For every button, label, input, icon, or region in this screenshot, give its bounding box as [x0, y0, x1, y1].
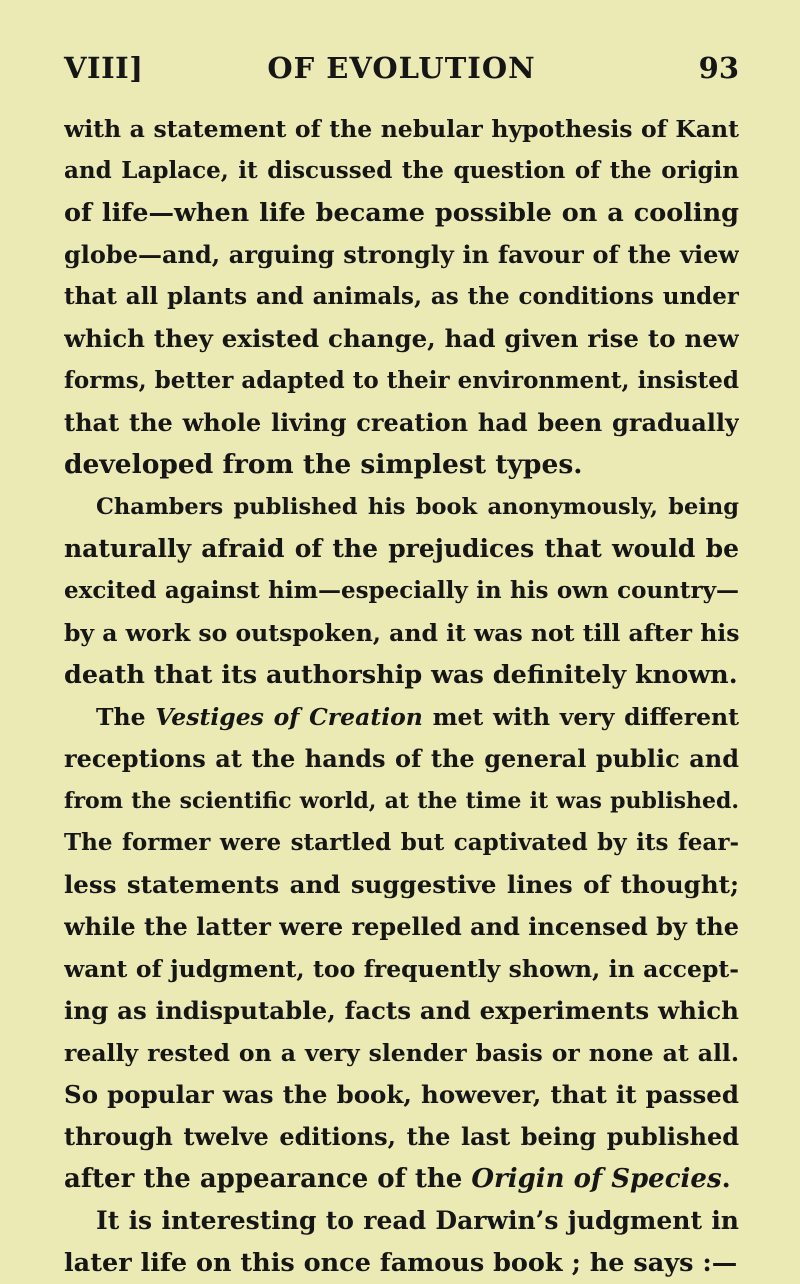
page-number: 93 — [698, 51, 739, 85]
text-line: So popular was the book, however, that it passed — [64, 1080, 739, 1109]
running-head — [64, 44, 739, 92]
text-line: excited against him—especially in his own country— — [64, 577, 739, 604]
paragraph-start-line: It is interesting to read Darwin’s judgment in — [96, 1206, 739, 1235]
text-line: receptions at the hands of the general public and — [64, 744, 739, 773]
text-line: and Laplace, it discussed the question of the origin — [64, 157, 739, 184]
text-line: which they existed change, had given rise to new — [64, 324, 739, 353]
text-line: with a statement of the nebular hypothesis of Kant — [64, 115, 739, 143]
text-line: really rested on a very slender basis or none at all. — [64, 1039, 739, 1067]
text-line: that all plants and animals, as the conditions under — [64, 283, 739, 310]
body-text — [64, 108, 739, 1284]
book-title-origin: Origin of Species — [471, 1164, 722, 1194]
text-line: from the scientific world, at the time it was published. — [64, 788, 739, 814]
text-line: ing as indisputable, facts and experiments which — [64, 996, 739, 1025]
text-line: less statements and suggestive lines of thought; — [64, 870, 739, 899]
book-title-vestiges: Vestiges of Creation — [155, 703, 423, 731]
text-line: of life—when life became possible on a cooling — [64, 198, 739, 228]
text-line: after the appearance of the Origin of Species. — [64, 1164, 731, 1194]
text-line: later life on this once famous book ; he says :— — [64, 1248, 738, 1278]
paragraph-start-line: Chambers published his book anonymously, being — [96, 494, 739, 520]
text-line: by a work so outspoken, and it was not till after his — [64, 619, 739, 647]
text-line: that the whole living creation had been gradually — [64, 408, 739, 437]
chapter-number: VIII] — [64, 51, 144, 85]
text-line: while the latter were repelled and incensed by the — [64, 912, 739, 941]
text-line: globe—and, arguing strongly in favour of the view — [64, 240, 739, 269]
text-line: through twelve editions, the last being published — [64, 1122, 739, 1151]
text-line: The former were startled but captivated by its fear- — [64, 829, 739, 856]
paragraph-start-line: The Vestiges of Creation met with very different — [96, 703, 739, 731]
text-line: want of judgment, too frequently shown, in accept- — [64, 955, 739, 983]
text-line: developed from the simplest types. — [64, 449, 583, 480]
running-title: OF EVOLUTION — [267, 51, 536, 85]
text-line: forms, better adapted to their environment, insisted — [64, 367, 739, 394]
text-line: death that its authorship was definitely known. — [64, 660, 738, 690]
text-line: naturally afraid of the prejudices that would be — [64, 534, 739, 563]
